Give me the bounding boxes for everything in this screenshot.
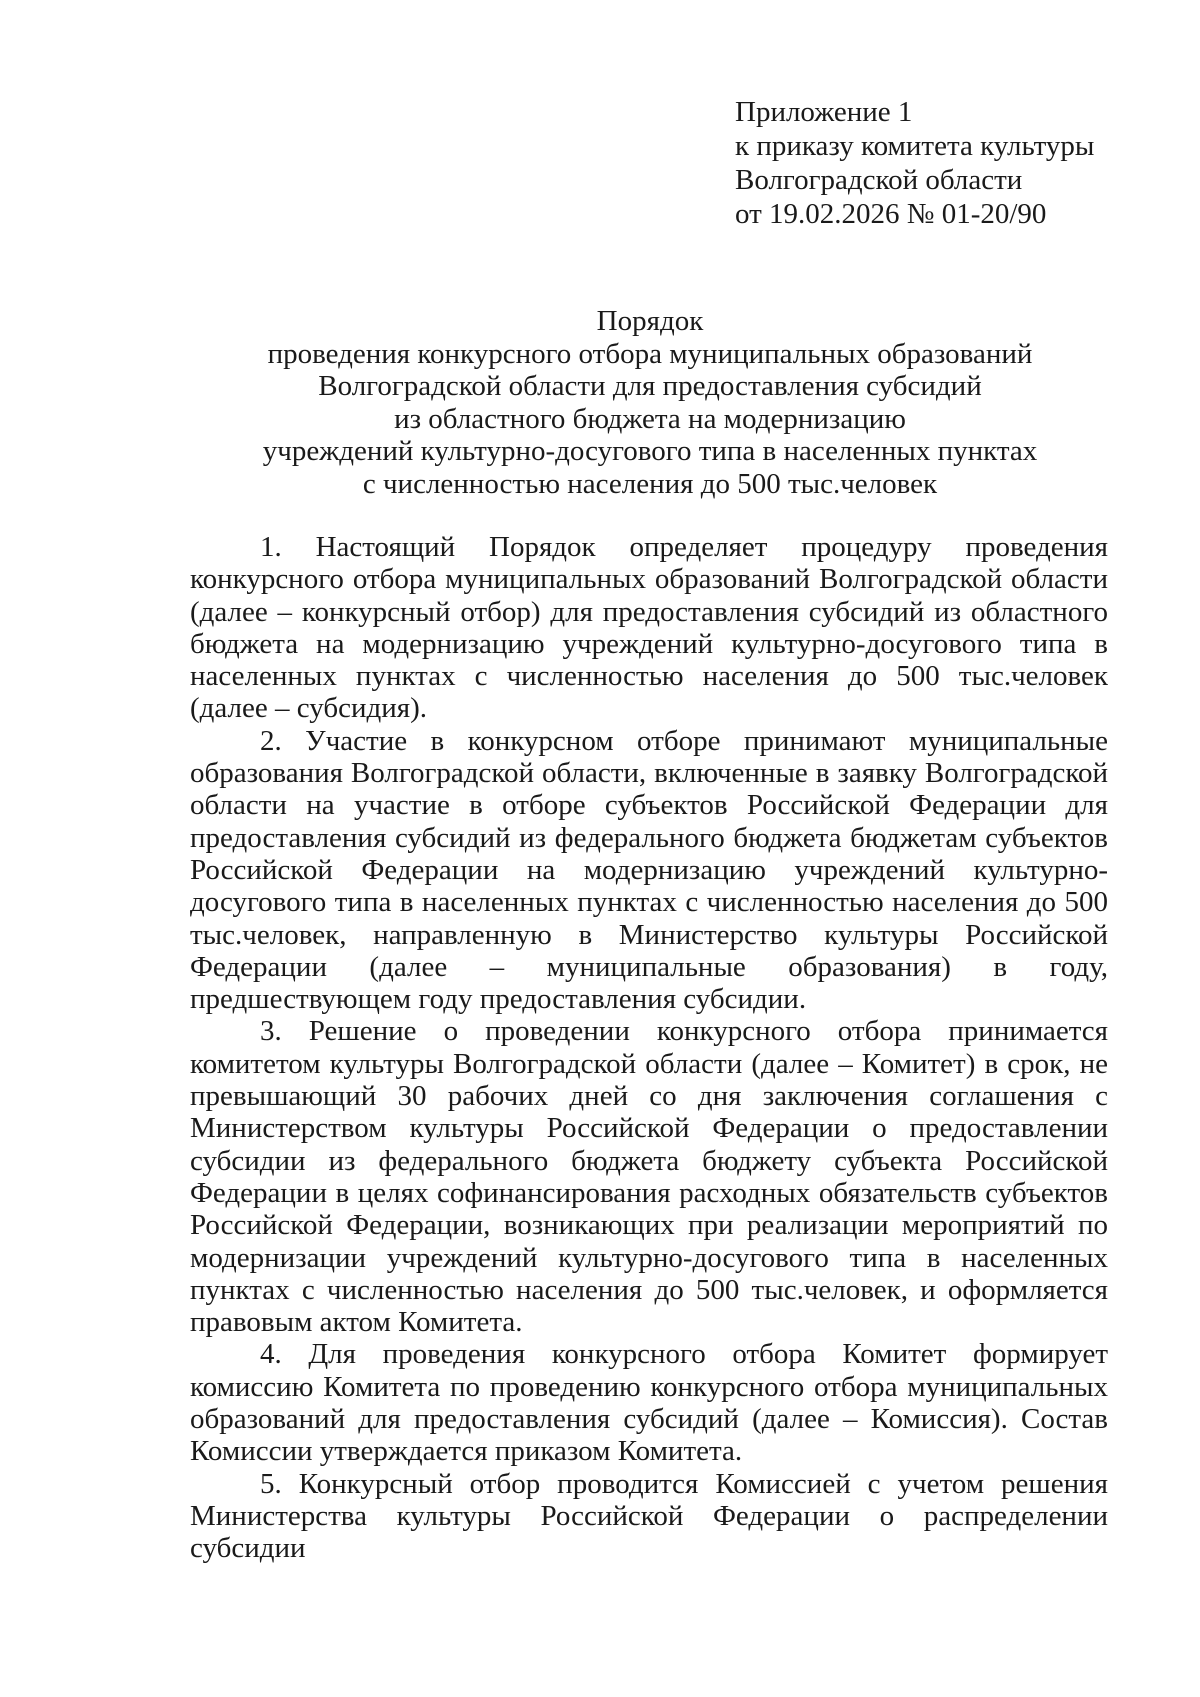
paragraph-3: 3. Решение о проведении конкурсного отбора принимается комитетом культуры Волгоградской области (далее – Комитет) в срок, не превышающий 30 рабочих дней со дня заключения соглашения с Министерством культуры Российской Федерации о предоставлении субсидии из федерального бюджета бюджету субъекта Российской Федерации в целях софинансирования расходных обязательств субъектов Российской Федерации, возникающих при реализации мероприятий по модернизации учреждений культурно-досугового типа в населенных пунктах с численностью населения до 500 тыс.человек, и оформляется правовым актом Комитета. — [190, 1015, 1108, 1339]
title-heading: Порядок — [596, 305, 704, 337]
appendix-line: Приложение 1 — [735, 96, 913, 128]
title-line: Волгоградской области для предоставления субсидий — [318, 370, 982, 402]
paragraph-5: 5. Конкурсный отбор проводится Комиссией с учетом решения Министерства культуры Российской Федерации о распределении субсидии — [190, 1467, 1108, 1565]
document-body — [190, 531, 1108, 1565]
appendix-date-number: от 19.02.2026 № 01-20/90 — [735, 198, 1047, 230]
appendix-line: к приказу комитета культуры — [735, 130, 1095, 162]
document-title — [190, 305, 1110, 500]
paragraph-1: 1. Настоящий Порядок определяет процедуру проведения конкурсного отбора муниципальных образований Волгоградской области (далее – конкурсный отбор) для предоставления субсидий из областного бюджета на модернизацию учреждений культурно-досугового типа в населенных пунктах с численностью населения до 500 тыс.человек (далее – субсидия). — [190, 531, 1108, 725]
appendix-line: Волгоградской области — [735, 164, 1023, 196]
title-line: проведения конкурсного отбора муниципальных образований — [267, 337, 1033, 370]
title-line: учреждений культурно-досугового типа в населенных пунктах — [262, 435, 1038, 467]
title-line: из областного бюджета на модернизацию — [394, 402, 906, 435]
appendix-header — [735, 95, 1094, 231]
paragraph-4: 4. Для проведения конкурсного отбора Комитет формирует комиссию Комитета по проведению конкурсного отбора муниципальных образований для предоставления субсидий (далее – Комиссия). Состав Комиссии утверждается приказом Комитета. — [190, 1338, 1108, 1468]
title-line: с численностью населения до 500 тыс.человек — [362, 467, 938, 500]
paragraph-2: 2. Участие в конкурсном отборе принимают муниципальные образования Волгоградской области, включенные в заявку Волгоградской области на участие в отборе субъектов Российской Федерации для предоставления субсидий из федерального бюджета бюджетам субъектов Российской Федерации на модернизацию учреждений культурно-досугового типа в населенных пунктах с численностью населения до 500 тыс.человек, направленную в Министерство культуры Российской Федерации (далее – муниципальные образования) в году, предшествующем году предоставления субсидии. — [190, 724, 1108, 1016]
